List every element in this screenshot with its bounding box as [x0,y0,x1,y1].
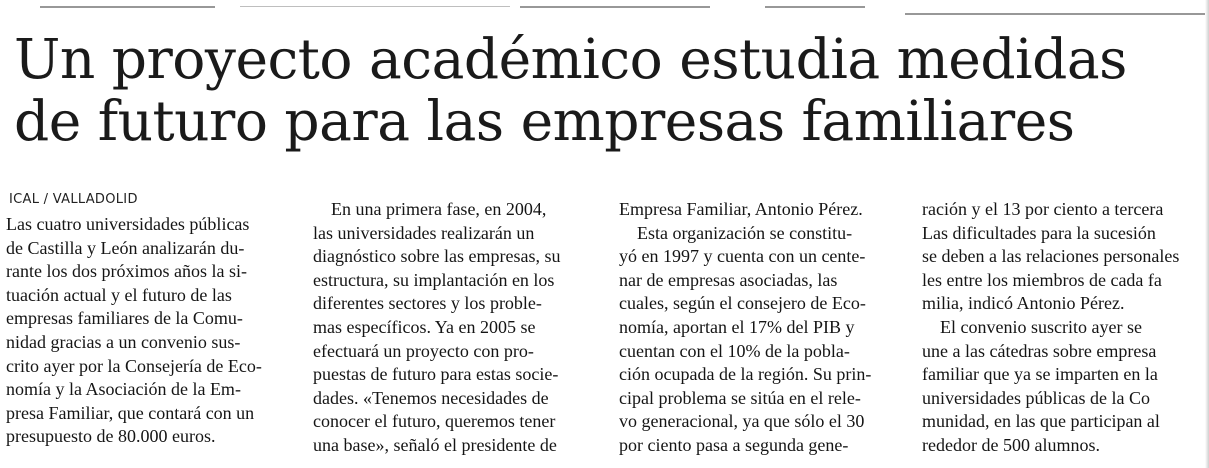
column-line: cuales, según el consejero de Eco- [619,293,866,314]
headline-line-1: Un proyecto académico estudia medidas [14,27,1127,91]
column-line: cipal problema se sitúa en el rele- [619,387,861,408]
top-rule [40,6,215,8]
column-line: rededor de 500 alumnos. [922,434,1100,455]
column-line: nomía y la Asociación de la Em- [6,379,241,400]
column-line: familiar que ya se imparten en la [922,364,1158,385]
column-line: les entre los miembros de cada fa [922,269,1162,290]
top-rule [520,6,710,8]
column-line: por ciento pasa a segunda gene- [619,434,849,455]
column-line: presa Familiar, que contará con un [6,402,255,423]
column-line: diferentes sectores y los proble- [313,293,542,314]
column-line: El convenio suscrito ayer se [922,316,1142,337]
column-line: Esta organización se constitu- [619,222,853,243]
column-line: dades. «Tenemos necesidades de [313,387,549,408]
column-line: une a las cátedras sobre empresa [922,340,1157,361]
column-line: ración y el 13 por ciento a tercera [922,199,1164,219]
top-rule [765,6,865,8]
article-column-3 [619,198,871,458]
column-line: nar de empresas asociadas, las [619,269,838,290]
column-line: milia, indicó Antonio Pérez. [922,293,1125,314]
article-column-2 [313,198,560,458]
column-line: una base», señaló el presidente de [313,434,557,455]
headline-line-2: de futuro para las empresas familiares [14,89,1075,153]
column-line: vo generacional, ya que sólo el 30 [619,411,865,432]
column-line: universidades públicas de la Co [922,387,1150,408]
top-rule [240,6,510,7]
column-line: mas específicos. Ya en 2005 se [313,316,536,337]
column-line: se deben a las relaciones personales [922,246,1180,267]
column-line: las universidades realizarán un [313,222,535,243]
column-line: nomía, aportan el 17% del PIB y [619,316,855,337]
column-line: Las dificultades para la sucesión [922,222,1156,243]
column-line: efectuará un proyecto con pro- [313,340,534,361]
column-line: yó en 1997 y cuenta con un cente- [619,246,866,267]
column-line: de Castilla y León analizarán du- [6,237,245,258]
column-line: Las cuatro universidades públicas [6,214,250,234]
article-column-1 [6,213,262,449]
column-line: Empresa Familiar, Antonio Pérez. [619,199,863,219]
column-line: empresas familiares de la Comu- [6,308,243,329]
column-line: nidad gracias a un convenio sus- [6,331,241,352]
scan-edge-shadow [1205,0,1209,468]
column-line: rante los dos próximos años la si- [6,261,247,282]
headline [14,28,1127,152]
column-line: crito ayer por la Consejería de Eco- [6,355,262,376]
column-line: munidad, en las que participan al [922,411,1160,432]
byline: ICAL / VALLADOLID [9,192,138,207]
column-line: cuentan con el 10% de la pobla- [619,340,850,361]
top-rule [905,13,1205,15]
column-line: puestas de futuro para estas socie- [313,364,559,385]
column-line: ción ocupada de la región. Su prin- [619,364,872,385]
column-line: estructura, su implantación en los [313,269,555,290]
column-line: presupuesto de 80.000 euros. [6,426,216,447]
article-column-4 [922,198,1209,458]
column-line: tuación actual y el futuro de las [6,284,232,305]
column-line: diagnóstico sobre las empresas, su [313,246,561,267]
column-line: conocer el futuro, queremos tener [313,411,556,432]
column-line: En una primera fase, en 2004, [313,199,547,219]
